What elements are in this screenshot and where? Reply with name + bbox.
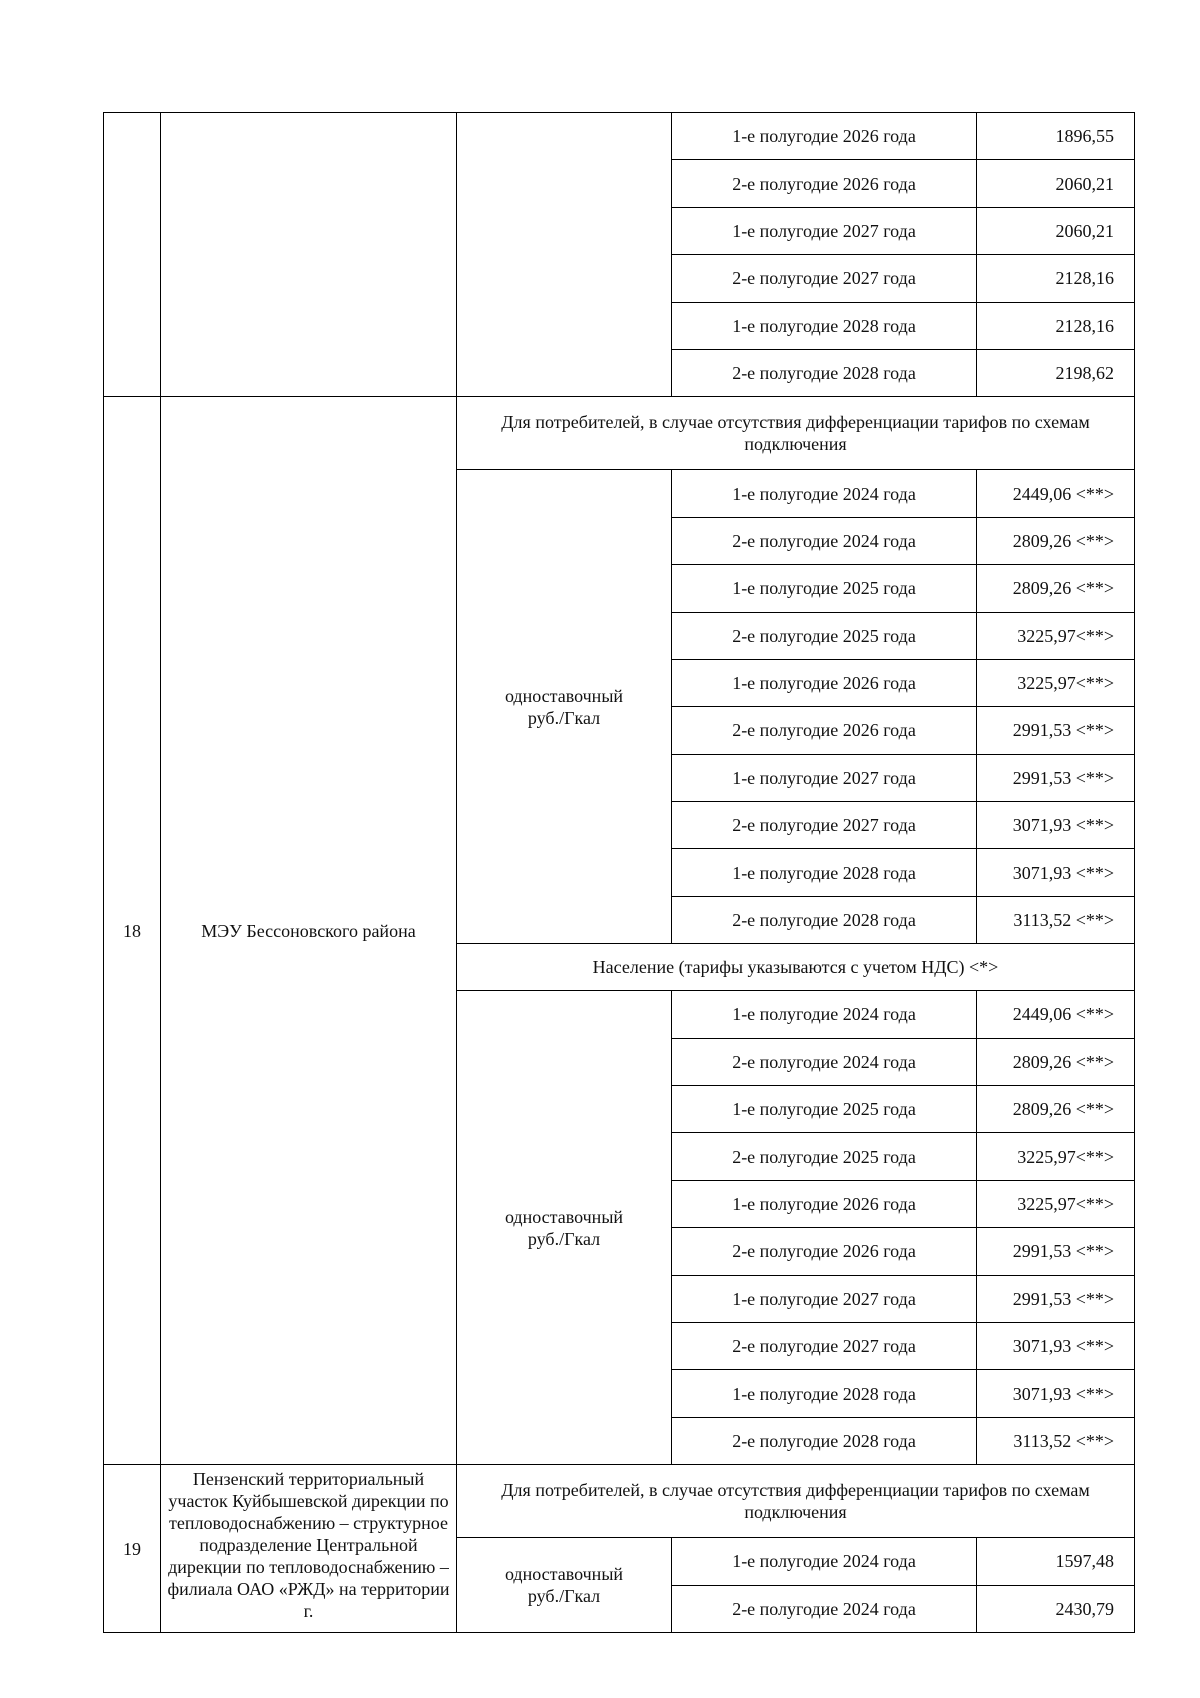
period-cell: 2-е полугодие 2027 года <box>672 255 977 302</box>
value-cell: 3071,93 <**> <box>977 1370 1135 1417</box>
value-cell: 1896,55 <box>977 113 1135 160</box>
period-cell: 1-е полугодие 2026 года <box>672 113 977 160</box>
number-cell: 18 <box>104 397 161 1465</box>
period-cell: 1-е полугодие 2024 года <box>672 470 977 517</box>
period-cell: 1-е полугодие 2025 года <box>672 1086 977 1133</box>
period-cell: 1-е полугодие 2028 года <box>672 1370 977 1417</box>
period-cell: 2-е полугодие 2028 года <box>672 349 977 396</box>
unit-measure: руб./Гкал <box>527 1228 601 1249</box>
value-cell: 2991,53 <**> <box>977 1228 1135 1275</box>
period-cell: 2-е полугодие 2026 года <box>672 707 977 754</box>
group-header: Для потребителей, в случае отсутствия дифференциации тарифов по схемам подключения <box>457 1465 1135 1538</box>
period-cell: 1-е полугодие 2024 года <box>672 991 977 1038</box>
period-cell: 2-е полугодие 2024 года <box>672 1585 977 1632</box>
unit-label: одноставочный <box>504 1564 624 1585</box>
period-cell: 2-е полугодие 2027 года <box>672 1322 977 1369</box>
value-cell: 2060,21 <box>977 160 1135 207</box>
period-cell: 1-е полугодие 2028 года <box>672 849 977 896</box>
unit-label: одноставочный <box>504 1206 624 1227</box>
period-cell: 1-е полугодие 2026 года <box>672 659 977 706</box>
period-cell: 1-е полугодие 2027 года <box>672 207 977 254</box>
table-row <box>104 397 1135 470</box>
group-header: Для потребителей, в случае отсутствия дифференциации тарифов по схемам подключения <box>457 397 1135 470</box>
value-cell: 3071,93 <**> <box>977 849 1135 896</box>
value-cell: 3071,93 <**> <box>977 802 1135 849</box>
group-header: Население (тарифы указываются с учетом НДС) <*> <box>457 944 1135 991</box>
value-cell: 3225,97<**> <box>977 659 1135 706</box>
value-cell: 3225,97<**> <box>977 612 1135 659</box>
organization-cell: МЭУ Бессоновского района <box>161 397 457 1465</box>
unit-cell <box>457 1538 672 1633</box>
tariff-table <box>103 112 1135 1633</box>
value-cell: 2430,79 <box>977 1585 1135 1632</box>
unit-cell <box>457 470 672 944</box>
period-cell: 2-е полугодие 2028 года <box>672 1417 977 1464</box>
period-cell: 2-е полугодие 2026 года <box>672 160 977 207</box>
organization-cell: Пензенский территориальный участок Куйбышевской дирекции по тепловодоснабжению – структурное подразделение Центральной дирекции по тепловодоснабжению – филиала ОАО «РЖД» на территории г. <box>161 1465 457 1633</box>
period-cell: 2-е полугодие 2028 года <box>672 896 977 943</box>
value-cell: 2991,53 <**> <box>977 754 1135 801</box>
period-cell: 2-е полугодие 2025 года <box>672 612 977 659</box>
table-row <box>104 1465 1135 1538</box>
unit-cell <box>457 991 672 1465</box>
organization-cell <box>161 113 457 397</box>
period-cell: 1-е полугодие 2027 года <box>672 754 977 801</box>
value-cell: 2809,26 <**> <box>977 1086 1135 1133</box>
value-cell: 2809,26 <**> <box>977 1038 1135 1085</box>
period-cell: 2-е полугодие 2025 года <box>672 1133 977 1180</box>
tariff-table-body <box>104 113 1135 1633</box>
period-cell: 1-е полугодие 2026 года <box>672 1180 977 1227</box>
unit-label: одноставочный <box>504 685 624 706</box>
number-cell <box>104 113 161 397</box>
value-cell: 2128,16 <box>977 302 1135 349</box>
value-cell: 2060,21 <box>977 207 1135 254</box>
period-cell: 2-е полугодие 2024 года <box>672 1038 977 1085</box>
value-cell: 3225,97<**> <box>977 1133 1135 1180</box>
number-cell: 19 <box>104 1465 161 1633</box>
period-cell: 2-е полугодие 2026 года <box>672 1228 977 1275</box>
value-cell: 2128,16 <box>977 255 1135 302</box>
value-cell: 3113,52 <**> <box>977 896 1135 943</box>
value-cell: 2449,06 <**> <box>977 470 1135 517</box>
value-cell: 1597,48 <box>977 1538 1135 1585</box>
unit-measure: руб./Гкал <box>527 1586 601 1607</box>
value-cell: 3113,52 <**> <box>977 1417 1135 1464</box>
value-cell: 3225,97<**> <box>977 1180 1135 1227</box>
period-cell: 1-е полугодие 2025 года <box>672 565 977 612</box>
period-cell: 2-е полугодие 2024 года <box>672 517 977 564</box>
period-cell: 1-е полугодие 2024 года <box>672 1538 977 1585</box>
period-cell: 2-е полугодие 2027 года <box>672 802 977 849</box>
value-cell: 2809,26 <**> <box>977 517 1135 564</box>
unit-measure: руб./Гкал <box>527 707 601 728</box>
table-row <box>104 113 1135 160</box>
value-cell: 2449,06 <**> <box>977 991 1135 1038</box>
value-cell: 3071,93 <**> <box>977 1322 1135 1369</box>
value-cell: 2991,53 <**> <box>977 707 1135 754</box>
period-cell: 1-е полугодие 2027 года <box>672 1275 977 1322</box>
value-cell: 2991,53 <**> <box>977 1275 1135 1322</box>
period-cell: 1-е полугодие 2028 года <box>672 302 977 349</box>
value-cell: 2809,26 <**> <box>977 565 1135 612</box>
unit-cell <box>457 113 672 397</box>
value-cell: 2198,62 <box>977 349 1135 396</box>
